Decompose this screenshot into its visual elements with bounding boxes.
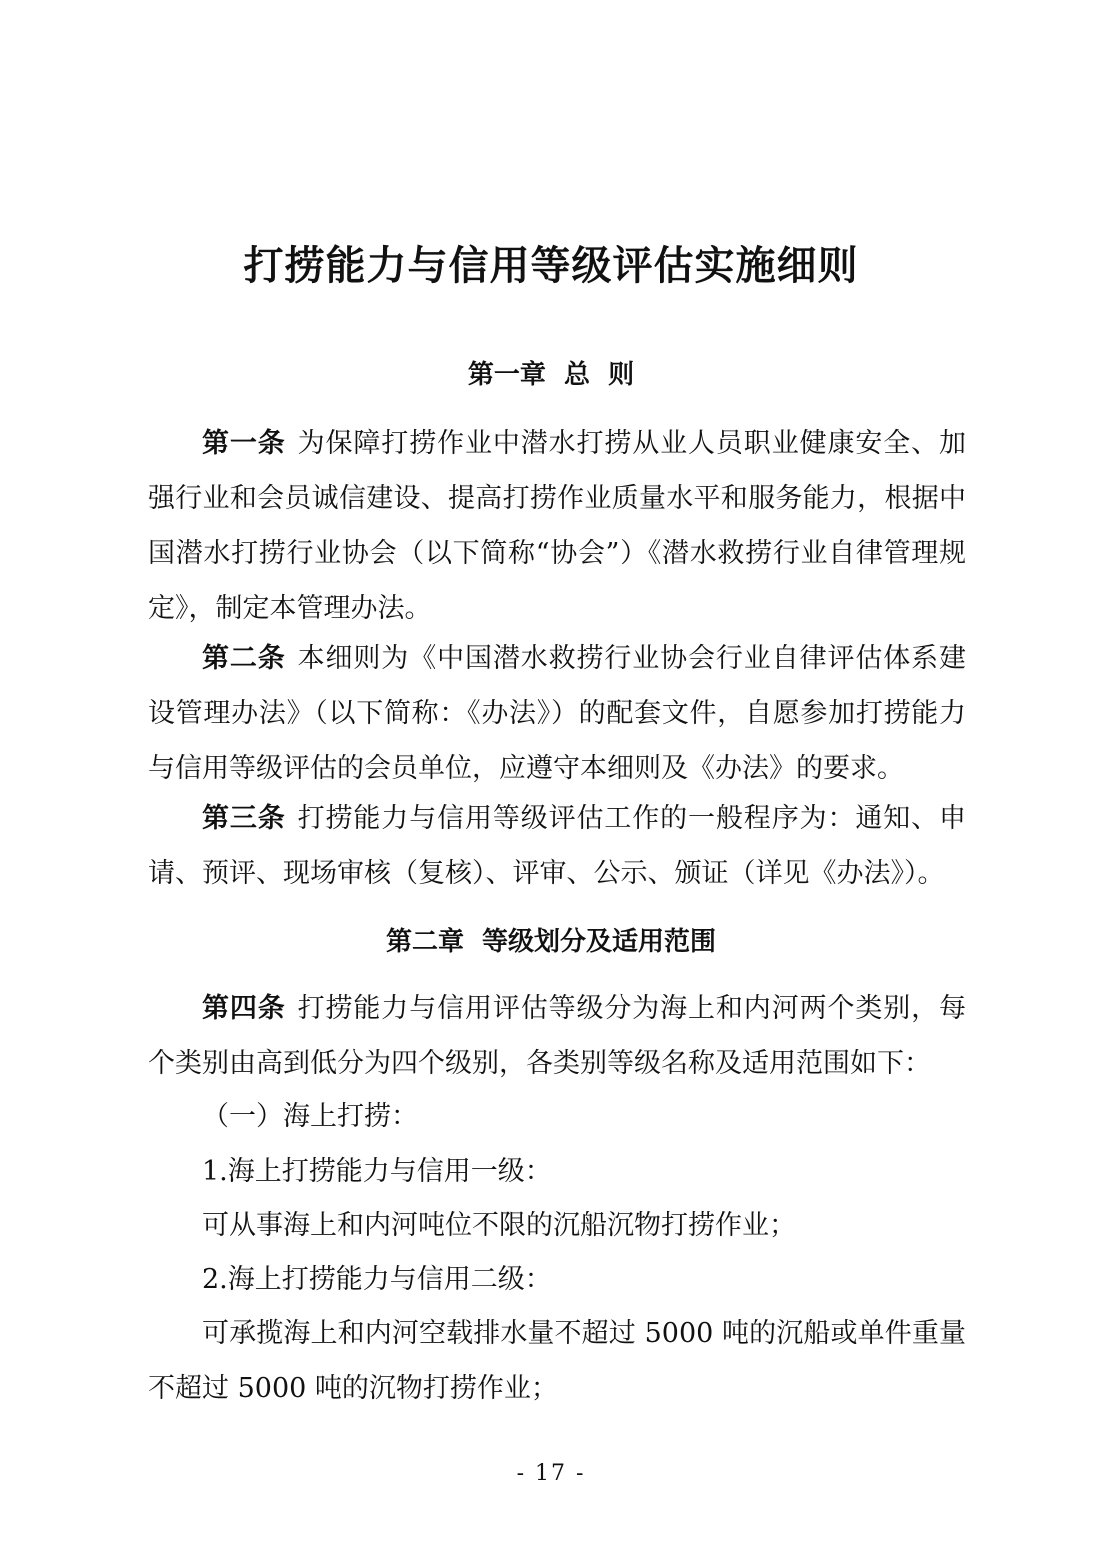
- article-2-text: 本细则为《中国潜水救捞行业协会行业自律评估体系建设管理办法》（以下简称：《办法》）的配套文件，自愿参加打捞能力与信用等级评估的会员单位，应遵守本细则及《办法》的要求。: [148, 643, 967, 784]
- article-3-text: 打捞能力与信用等级评估工作的一般程序为：通知、申请、预评、现场审核（复核）、评审、公示、颁证（详见《办法》）。: [148, 803, 967, 889]
- chapter-heading-1: 第一章 总 则: [467, 360, 635, 390]
- sea-salvage-heading: （一）海上打捞：: [202, 1101, 418, 1132]
- article-1-text: 为保障打捞作业中潜水打捞从业人员职业健康安全、加强行业和会员诚信建设、提高打捞作业质量水平和服务能力，根据中国潜水打捞行业协会（以下简称“协会”）《潜水救捞行业自律管理规定》，制定本管理办法。: [148, 428, 967, 624]
- sea-level-2-title: 2.海上打捞能力与信用二级：: [202, 1264, 552, 1295]
- sea-level-2-scope: 可承揽海上和内河空载排水量不超过 5000 吨的沉船或单件重量不超过 5000 吨的沉物打捞作业；: [148, 1318, 966, 1404]
- article-2: [148, 631, 966, 796]
- article-2-label: 第二条: [202, 643, 286, 674]
- page-number: - 17 -: [516, 1461, 586, 1486]
- article-1-label: 第一条: [202, 428, 286, 459]
- article-4: [148, 981, 966, 1091]
- article-1: [148, 416, 966, 636]
- article-3-label: 第三条: [202, 803, 286, 834]
- document-title: 打捞能力与信用等级评估实施细则: [243, 243, 859, 289]
- article-4-label: 第四条: [202, 993, 286, 1024]
- article-4-text: 打捞能力与信用评估等级分为海上和内河两个类别，每个类别由高到低分为四个级别，各类别等级名称及适用范围如下：: [148, 993, 967, 1079]
- sea-level-1-title: 1.海上打捞能力与信用一级：: [202, 1156, 552, 1187]
- article-3: [148, 791, 966, 901]
- chapter-heading-2: 第二章 等级划分及适用范围: [385, 927, 717, 957]
- sea-level-1-scope: 可从事海上和内河吨位不限的沉船沉物打捞作业；: [202, 1210, 796, 1241]
